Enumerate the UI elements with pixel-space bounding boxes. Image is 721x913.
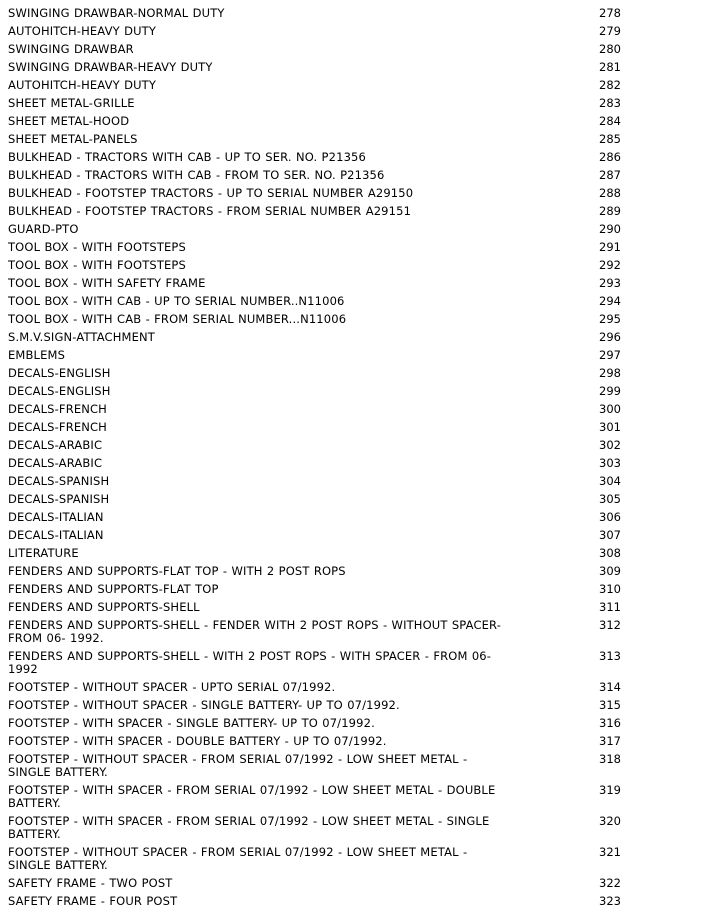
index-row-title[interactable]: BULKHEAD - TRACTORS WITH CAB - UP TO SER. NO. P21356 bbox=[8, 150, 366, 164]
index-row[interactable] bbox=[8, 846, 714, 877]
index-row-page-number: 287 bbox=[599, 168, 621, 182]
index-row-title[interactable]: FENDERS AND SUPPORTS-SHELL - FENDER WITH 2 POST ROPS - WITHOUT SPACER- FROM 06- 1992. bbox=[8, 618, 502, 645]
index-row-title[interactable]: SWINGING DRAWBAR-HEAVY DUTY bbox=[8, 60, 213, 74]
index-row-page-number: 284 bbox=[599, 114, 621, 128]
index-row-title[interactable]: SAFETY FRAME - FOUR POST bbox=[8, 894, 178, 908]
index-row-page-number: 307 bbox=[599, 528, 621, 542]
index-row[interactable] bbox=[8, 187, 714, 205]
index-row-title[interactable]: DECALS-ITALIAN bbox=[8, 510, 104, 524]
index-row-title[interactable]: TOOL BOX - WITH FOOTSTEPS bbox=[8, 258, 186, 272]
index-row[interactable] bbox=[8, 259, 714, 277]
index-row-title[interactable]: SHEET METAL-PANELS bbox=[8, 132, 138, 146]
index-row-page-number: 302 bbox=[599, 438, 621, 452]
index-row-page-number: 304 bbox=[599, 474, 621, 488]
index-row[interactable] bbox=[8, 421, 714, 439]
parts-index-list bbox=[8, 7, 714, 913]
index-row[interactable] bbox=[8, 97, 714, 115]
index-row-title[interactable]: TOOL BOX - WITH CAB - FROM SERIAL NUMBER...N11006 bbox=[8, 312, 347, 326]
index-row-page-number: 303 bbox=[599, 456, 621, 470]
index-row[interactable] bbox=[8, 7, 714, 25]
index-row-title[interactable]: AUTOHITCH-HEAVY DUTY bbox=[8, 78, 156, 92]
index-row-page-number: 288 bbox=[599, 186, 621, 200]
index-row-page-number: 286 bbox=[599, 150, 621, 164]
index-row[interactable] bbox=[8, 511, 714, 529]
index-row[interactable] bbox=[8, 650, 714, 681]
index-row-title[interactable]: LITERATURE bbox=[8, 546, 79, 560]
index-row-title[interactable]: GUARD-PTO bbox=[8, 222, 79, 236]
index-row[interactable] bbox=[8, 205, 714, 223]
index-row-title[interactable]: SHEET METAL-HOOD bbox=[8, 114, 130, 128]
index-row-page-number: 280 bbox=[599, 42, 621, 56]
index-row[interactable] bbox=[8, 717, 714, 735]
index-row-page-number: 301 bbox=[599, 420, 621, 434]
index-row-page-number: 297 bbox=[599, 348, 621, 362]
index-row-title[interactable]: S.M.V.SIGN-ATTACHMENT bbox=[8, 330, 155, 344]
index-row-page-number: 314 bbox=[599, 680, 621, 694]
index-row-page-number: 320 bbox=[599, 814, 621, 828]
index-row-page-number: 316 bbox=[599, 716, 621, 730]
index-row-page-number: 282 bbox=[599, 78, 621, 92]
index-row-page-number: 309 bbox=[599, 564, 621, 578]
index-row[interactable] bbox=[8, 313, 714, 331]
index-row[interactable] bbox=[8, 784, 714, 815]
index-row-title[interactable]: DECALS-ENGLISH bbox=[8, 384, 111, 398]
index-row[interactable] bbox=[8, 25, 714, 43]
index-row[interactable] bbox=[8, 223, 714, 241]
index-row-page-number: 279 bbox=[599, 24, 621, 38]
index-row[interactable] bbox=[8, 43, 714, 61]
index-row-title[interactable]: FOOTSTEP - WITH SPACER - DOUBLE BATTERY - UP TO 07/1992. bbox=[8, 734, 387, 748]
index-row-page-number: 299 bbox=[599, 384, 621, 398]
index-row-title[interactable]: FOOTSTEP - WITHOUT SPACER - FROM SERIAL 07/1992 - LOW SHEET METAL - SINGLE BATTERY. bbox=[8, 845, 468, 872]
index-row-title[interactable]: DECALS-ARABIC bbox=[8, 456, 103, 470]
index-row-title[interactable]: DECALS-SPANISH bbox=[8, 474, 110, 488]
index-row-title[interactable]: BULKHEAD - FOOTSTEP TRACTORS - UP TO SERIAL NUMBER A29150 bbox=[8, 186, 414, 200]
index-row-page-number: 290 bbox=[599, 222, 621, 236]
index-row[interactable] bbox=[8, 753, 714, 784]
index-row-page-number: 323 bbox=[599, 894, 621, 908]
index-row-title[interactable]: DECALS-FRENCH bbox=[8, 420, 107, 434]
index-row[interactable] bbox=[8, 815, 714, 846]
index-row-title[interactable]: SAFETY FRAME - TWO POST bbox=[8, 876, 173, 890]
index-row[interactable] bbox=[8, 895, 714, 913]
index-row[interactable] bbox=[8, 583, 714, 601]
index-row[interactable] bbox=[8, 331, 714, 349]
index-row[interactable] bbox=[8, 619, 714, 650]
index-row[interactable] bbox=[8, 169, 714, 187]
index-row[interactable] bbox=[8, 79, 714, 97]
index-row[interactable] bbox=[8, 115, 714, 133]
index-row-page-number: 318 bbox=[599, 752, 621, 766]
index-row-title[interactable]: FOOTSTEP - WITHOUT SPACER - UPTO SERIAL 07/1992. bbox=[8, 680, 336, 694]
index-row-page-number: 283 bbox=[599, 96, 621, 110]
index-row-title[interactable]: TOOL BOX - WITH SAFETY FRAME bbox=[8, 276, 206, 290]
index-row-page-number: 321 bbox=[599, 845, 621, 859]
index-row[interactable] bbox=[8, 457, 714, 475]
index-row-page-number: 312 bbox=[599, 618, 621, 632]
index-row-title[interactable]: FENDERS AND SUPPORTS-SHELL bbox=[8, 600, 200, 614]
index-row-title[interactable]: SWINGING DRAWBAR bbox=[8, 42, 134, 56]
index-row-title[interactable]: BULKHEAD - TRACTORS WITH CAB - FROM TO SER. NO. P21356 bbox=[8, 168, 385, 182]
index-row[interactable] bbox=[8, 151, 714, 169]
index-row-title[interactable]: FOOTSTEP - WITHOUT SPACER - SINGLE BATTERY- UP TO 07/1992. bbox=[8, 698, 400, 712]
index-row-page-number: 305 bbox=[599, 492, 621, 506]
index-row-page-number: 291 bbox=[599, 240, 621, 254]
index-row-title[interactable]: SWINGING DRAWBAR-NORMAL DUTY bbox=[8, 6, 225, 20]
index-row-page-number: 306 bbox=[599, 510, 621, 524]
index-row[interactable] bbox=[8, 681, 714, 699]
index-row[interactable] bbox=[8, 735, 714, 753]
index-row-page-number: 319 bbox=[599, 783, 621, 797]
index-row[interactable] bbox=[8, 493, 714, 511]
index-row-title[interactable]: FOOTSTEP - WITH SPACER - SINGLE BATTERY- UP TO 07/1992. bbox=[8, 716, 375, 730]
index-row[interactable] bbox=[8, 133, 714, 151]
index-row-page-number: 285 bbox=[599, 132, 621, 146]
index-row-title[interactable]: FOOTSTEP - WITHOUT SPACER - FROM SERIAL 07/1992 - LOW SHEET METAL - SINGLE BATTERY. bbox=[8, 752, 468, 779]
index-row-title[interactable]: DECALS-ITALIAN bbox=[8, 528, 104, 542]
index-row-page-number: 294 bbox=[599, 294, 621, 308]
index-row-page-number: 308 bbox=[599, 546, 621, 560]
index-row[interactable] bbox=[8, 601, 714, 619]
index-row-page-number: 322 bbox=[599, 876, 621, 890]
index-row-title[interactable]: FENDERS AND SUPPORTS-SHELL - WITH 2 POST ROPS - WITH SPACER - FROM 06- 1992 bbox=[8, 649, 492, 676]
index-row[interactable] bbox=[8, 349, 714, 367]
index-row[interactable] bbox=[8, 277, 714, 295]
index-row-page-number: 293 bbox=[599, 276, 621, 290]
index-row[interactable] bbox=[8, 439, 714, 457]
index-row-page-number: 289 bbox=[599, 204, 621, 218]
index-row[interactable] bbox=[8, 475, 714, 493]
index-row-title[interactable]: BULKHEAD - FOOTSTEP TRACTORS - FROM SERIAL NUMBER A29151 bbox=[8, 204, 412, 218]
index-row-title[interactable]: DECALS-FRENCH bbox=[8, 402, 107, 416]
index-row-page-number: 281 bbox=[599, 60, 621, 74]
index-row-page-number: 313 bbox=[599, 649, 621, 663]
index-row-page-number: 317 bbox=[599, 734, 621, 748]
index-row-page-number: 295 bbox=[599, 312, 621, 326]
index-row-title[interactable]: TOOL BOX - WITH CAB - UP TO SERIAL NUMBER..N11006 bbox=[8, 294, 345, 308]
index-row[interactable] bbox=[8, 367, 714, 385]
index-row-page-number: 278 bbox=[599, 6, 621, 20]
index-row-page-number: 292 bbox=[599, 258, 621, 272]
index-row[interactable] bbox=[8, 529, 714, 547]
index-row[interactable] bbox=[8, 547, 714, 565]
index-row-page-number: 310 bbox=[599, 582, 621, 596]
index-row-title[interactable]: AUTOHITCH-HEAVY DUTY bbox=[8, 24, 156, 38]
index-row-page-number: 296 bbox=[599, 330, 621, 344]
index-row[interactable] bbox=[8, 241, 714, 259]
index-row[interactable] bbox=[8, 565, 714, 583]
index-row-title[interactable]: DECALS-ENGLISH bbox=[8, 366, 111, 380]
index-row-title[interactable]: SHEET METAL-GRILLE bbox=[8, 96, 135, 110]
index-row-page-number: 315 bbox=[599, 698, 621, 712]
index-row-title[interactable]: FOOTSTEP - WITH SPACER - FROM SERIAL 07/1992 - LOW SHEET METAL - SINGLE BATTERY. bbox=[8, 814, 490, 841]
index-row-page-number: 300 bbox=[599, 402, 621, 416]
index-row[interactable] bbox=[8, 699, 714, 717]
index-row-title[interactable]: FENDERS AND SUPPORTS-FLAT TOP - WITH 2 POST ROPS bbox=[8, 564, 346, 578]
index-row[interactable] bbox=[8, 61, 714, 79]
index-row-title[interactable]: DECALS-ARABIC bbox=[8, 438, 103, 452]
index-row[interactable] bbox=[8, 295, 714, 313]
index-row-title[interactable]: TOOL BOX - WITH FOOTSTEPS bbox=[8, 240, 186, 254]
index-row[interactable] bbox=[8, 403, 714, 421]
index-row[interactable] bbox=[8, 385, 714, 403]
index-row-title[interactable]: EMBLEMS bbox=[8, 348, 66, 362]
index-row-title[interactable]: DECALS-SPANISH bbox=[8, 492, 110, 506]
index-row-page-number: 298 bbox=[599, 366, 621, 380]
index-row[interactable] bbox=[8, 877, 714, 895]
index-row-title[interactable]: FENDERS AND SUPPORTS-FLAT TOP bbox=[8, 582, 219, 596]
index-row-title[interactable]: FOOTSTEP - WITH SPACER - FROM SERIAL 07/1992 - LOW SHEET METAL - DOUBLE BATTERY. bbox=[8, 783, 496, 810]
index-row-page-number: 311 bbox=[599, 600, 621, 614]
